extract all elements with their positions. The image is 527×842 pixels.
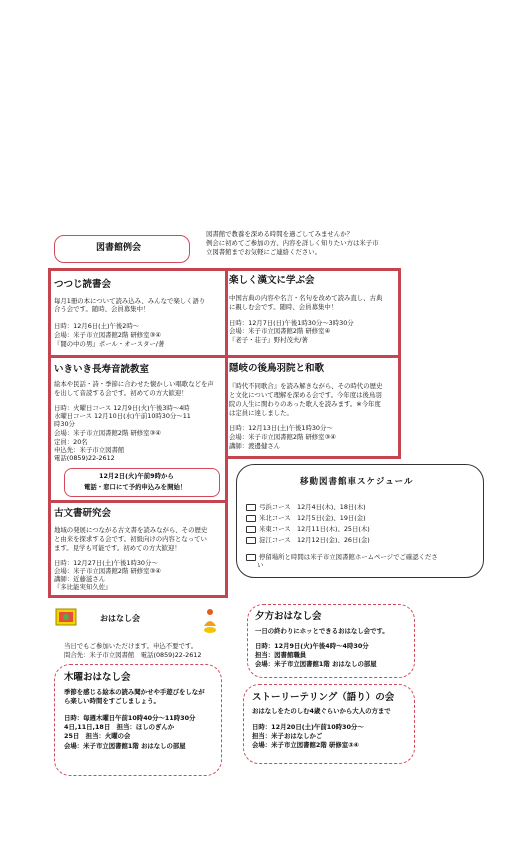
yugata-date: 日時：12月9日(火)午後4時～4時30分 bbox=[255, 642, 369, 650]
komonjo-title: 古文書研究会 bbox=[54, 508, 112, 519]
storytelling-title: ストーリーテリング（語り）の会 bbox=[252, 692, 395, 703]
intro-line-2: 例会に初めてご参加の方、内容を詳しく知りたい方は米子市 bbox=[206, 239, 379, 247]
mobile-library-row-4: 淀江コース 12月12日(金)、26日(金) bbox=[246, 536, 370, 545]
tsutsuji-title: つつじ読書会 bbox=[54, 279, 112, 290]
ikiiki-desc-2: を出して音読する会です。初めての方大歓迎！ bbox=[54, 389, 188, 397]
tsutsuji-date: 日時：12月6日(土)午後2時～ bbox=[54, 322, 140, 330]
storytelling-who: 担当：米子おはなしかご bbox=[252, 732, 323, 740]
ikiiki-capacity: 定員：20名 bbox=[54, 438, 88, 446]
ohanashi-title: おはなし会 bbox=[100, 614, 140, 623]
bus-icon bbox=[246, 504, 256, 511]
ohanashi-line-2: 問合先：米子市立図書館 電話(0859)22-2612 bbox=[64, 651, 202, 659]
oki-desc-2: と文化について理解を深める会です。今年度は後鳥羽 bbox=[229, 391, 382, 399]
kanbun-place: 会場：米子市立図書館2階 研修室④ bbox=[229, 327, 331, 335]
ohanashi-line-1: 当日でもご参加いただけます。申込不要です。 bbox=[64, 642, 198, 650]
mokuyou-date-1: 日時：毎週木曜日午前10時40分～11時30分 bbox=[64, 714, 196, 722]
kanbun-desc-2: に親しむ会です。随時、会員募集中！ bbox=[229, 303, 338, 311]
yugata-desc: 一日の終わりにホッとできるおはなし会です。 bbox=[255, 627, 389, 635]
mobile-library-title: 移動図書館車スケジュール bbox=[300, 477, 414, 487]
ikiiki-title: いきいき長寿音読教室 bbox=[54, 364, 150, 375]
ikiiki-desc-1: 絵本や民話・詩・季節に合わせた懐かしい唱歌などを声 bbox=[54, 380, 214, 388]
komonjo-desc-1: 地域の発展につながる古文書を読みながら、その歴史 bbox=[54, 526, 208, 534]
ikiiki-place: 会場：米子市立図書館2階 研修室③④ bbox=[54, 429, 162, 437]
oki-place: 会場：米子市立図書館2階 研修室③④ bbox=[229, 433, 337, 441]
storytelling-date: 日時：12月20日(土)午前10時30分～ bbox=[252, 723, 364, 731]
oki-title: 隠岐の後鳥羽院と和歌 bbox=[229, 363, 325, 374]
mobile-library-row-1: 弓浜コース 12月4日(木)、18日(木) bbox=[246, 503, 366, 512]
kanbun-title: 楽しく漢文に学ぶ会 bbox=[229, 275, 315, 286]
kanbun-book: 『老子・荘子』野村茂夫/著 bbox=[229, 336, 308, 344]
tsutsuji-book: 『闇の中の男』ポール・オースター/著 bbox=[54, 340, 165, 348]
oki-lecturer: 講師：渡邊健さん bbox=[229, 442, 281, 450]
mokuyou-title: 木曜おはなし会 bbox=[64, 672, 131, 683]
intro-line-3: 立図書館までお気軽にご連絡ください。 bbox=[206, 248, 322, 256]
mobile-library-note-2: い bbox=[257, 561, 264, 569]
tsutsuji-desc-1: 毎月1冊の本について読み込み、みんなで楽しく語り bbox=[54, 297, 206, 305]
komonjo-desc-2: と由来を探求する会です。初級向けの内容となってい bbox=[54, 535, 207, 543]
ikiiki-date-2: 水曜日コース 12月10日(水)午前10時30分～11 bbox=[54, 412, 191, 420]
intro-line-1: 図書館で教養を深める時間を過ごしてみませんか？ bbox=[206, 230, 353, 238]
ikiiki-date-3: 時30分 bbox=[54, 420, 75, 428]
mobile-library-row-3: 米東コース 12月11日(木)、25日(木) bbox=[246, 525, 370, 534]
mokuyou-place: 会場：米子市立図書館1階 おはなしの部屋 bbox=[64, 742, 186, 750]
tsutsuji-desc-2: 合う会です。随時、会員募集中！ bbox=[54, 305, 150, 313]
ikiiki-notice-2: 電話・窓口にて予約申込みを開始！ bbox=[84, 483, 187, 491]
komonjo-lecturer: 講師：近藤滋さん bbox=[54, 575, 106, 583]
mobile-library-note: 停留場所と時間は米子市立図書館ホームページでご確認くださ bbox=[246, 553, 438, 562]
picture-book-icon bbox=[54, 606, 78, 628]
mokuyou-desc-2: ら楽しい時間をすごしましょう。 bbox=[64, 697, 160, 705]
reikai-label: 図書館例会 bbox=[96, 243, 142, 253]
tsutsuji-place: 会場：米子市立図書館2階 研修室③④ bbox=[54, 331, 162, 339]
ikiiki-date-1: 日時：火曜日コース 12月9日(火)午後3時～4時 bbox=[54, 404, 190, 412]
yugata-place: 会場：米子市立図書館1階 おはなしの部屋 bbox=[255, 660, 377, 668]
oki-desc-1: 『時代不同歌合』を読み解きながら、その時代の歴史 bbox=[229, 382, 383, 390]
character-icon bbox=[202, 606, 218, 636]
komonjo-date: 日時：12月27日(土)午後1時30分～ bbox=[54, 559, 158, 567]
yugata-who: 担当：図書館職員 bbox=[255, 651, 307, 659]
bus-icon bbox=[246, 554, 256, 561]
bus-icon bbox=[246, 515, 256, 522]
ikiiki-notice-1: 12月2日(火)午前9時から bbox=[99, 472, 174, 480]
kanbun-desc-1: 中国古典の内容や名言・名句を改めて読み直し、古典 bbox=[229, 294, 383, 302]
komonjo-book: 『多比能実知久佐』 bbox=[54, 583, 112, 591]
bus-icon bbox=[246, 537, 256, 544]
mokuyou-desc-1: 季節を感じる絵本の読み聞かせや手遊びをしなが bbox=[64, 688, 205, 696]
oki-desc-3: 院の人生に関わりのあった歌人を読みます。※今年度 bbox=[229, 400, 381, 408]
mokuyou-date-2: 4日,11日,18日 担当：ほしのぎんか bbox=[64, 723, 175, 731]
bus-icon bbox=[246, 526, 256, 533]
mobile-library-row-2: 米北コース 12月5日(金)、19日(金) bbox=[246, 514, 366, 523]
komonjo-desc-3: ます。見学も可能です。初めての方大歓迎！ bbox=[54, 544, 181, 552]
ikiiki-tel: 電話(0859)22-2612 bbox=[54, 454, 115, 462]
ikiiki-apply: 申込先：米子市立図書館 bbox=[54, 446, 125, 454]
kanbun-date: 日時：12月7日(日)午後1時30分～3時30分 bbox=[229, 319, 354, 327]
storytelling-place: 会場：米子市立図書館2階 研修室③④ bbox=[252, 741, 359, 749]
oki-date: 日時：12月13日(土)午後1時30分～ bbox=[229, 424, 333, 432]
mokuyou-date-3: 25日 担当：火曜の会 bbox=[64, 732, 131, 740]
storytelling-desc: おはなしをたのしむ4歳ぐらいから大人の方まで bbox=[252, 707, 391, 715]
yugata-title: 夕方おはなし会 bbox=[255, 611, 322, 622]
oki-desc-4: は定員に達しました。 bbox=[229, 409, 293, 417]
komonjo-place: 会場：米子市立図書館2階 研修室③④ bbox=[54, 567, 162, 575]
